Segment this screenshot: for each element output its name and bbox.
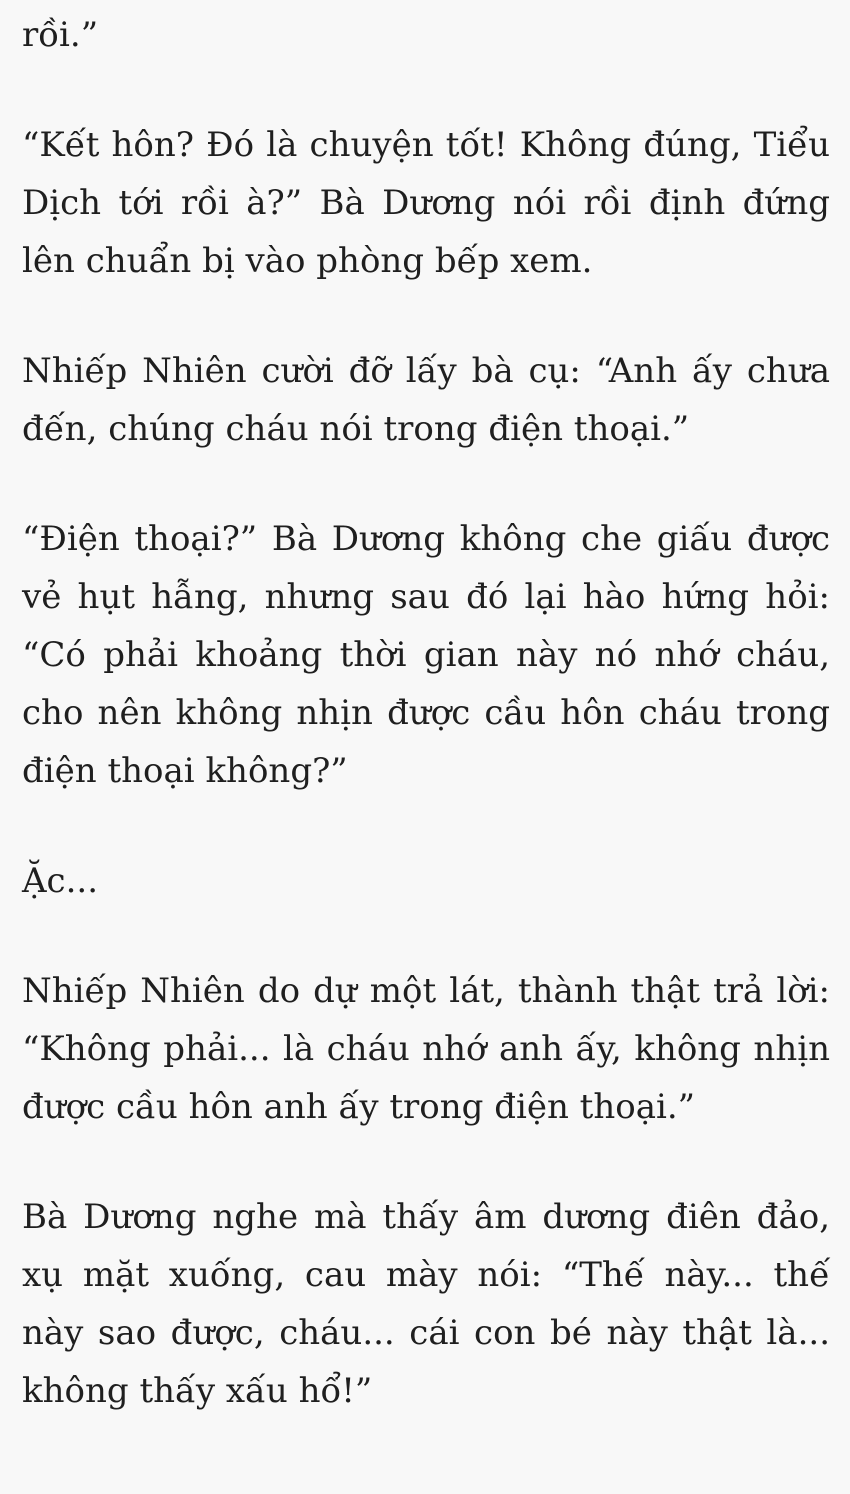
paragraph-3: Nhiếp Nhiên cười đỡ lấy bà cụ: “Anh ấy chưa đến, chúng cháu nói trong điện thoại.” xyxy=(22,351,830,449)
paragraph-5: Ặc... xyxy=(22,861,99,901)
paragraph-6: Nhiếp Nhiên do dự một lát, thành thật trả lời: “Không phải... là cháu nhớ anh ấy, không nhịn được cầu hôn anh ấy trong điện thoại.” xyxy=(22,971,830,1127)
paragraph-1: rồi.” xyxy=(22,15,99,55)
paragraph-4: “Điện thoại?” Bà Dương không che giấu được vẻ hụt hẫng, nhưng sau đó lại hào hứng hỏi: “Có phải khoảng thời gian này nó nhớ cháu, cho nên không nhịn được cầu hôn cháu trong điện thoại không?” xyxy=(22,519,830,791)
paragraph-7: Bà Dương nghe mà thấy âm dương điên đảo, xụ mặt xuống, cau mày nói: “Thế này... thế này sao được, cháu... cái con bé này thật là... không thấy xấu hổ!” xyxy=(22,1197,830,1411)
paragraph-2: “Kết hôn? Đó là chuyện tốt! Không đúng, Tiểu Dịch tới rồi à?” Bà Dương nói rồi định đứng lên chuẩn bị vào phòng bếp xem. xyxy=(22,125,830,281)
